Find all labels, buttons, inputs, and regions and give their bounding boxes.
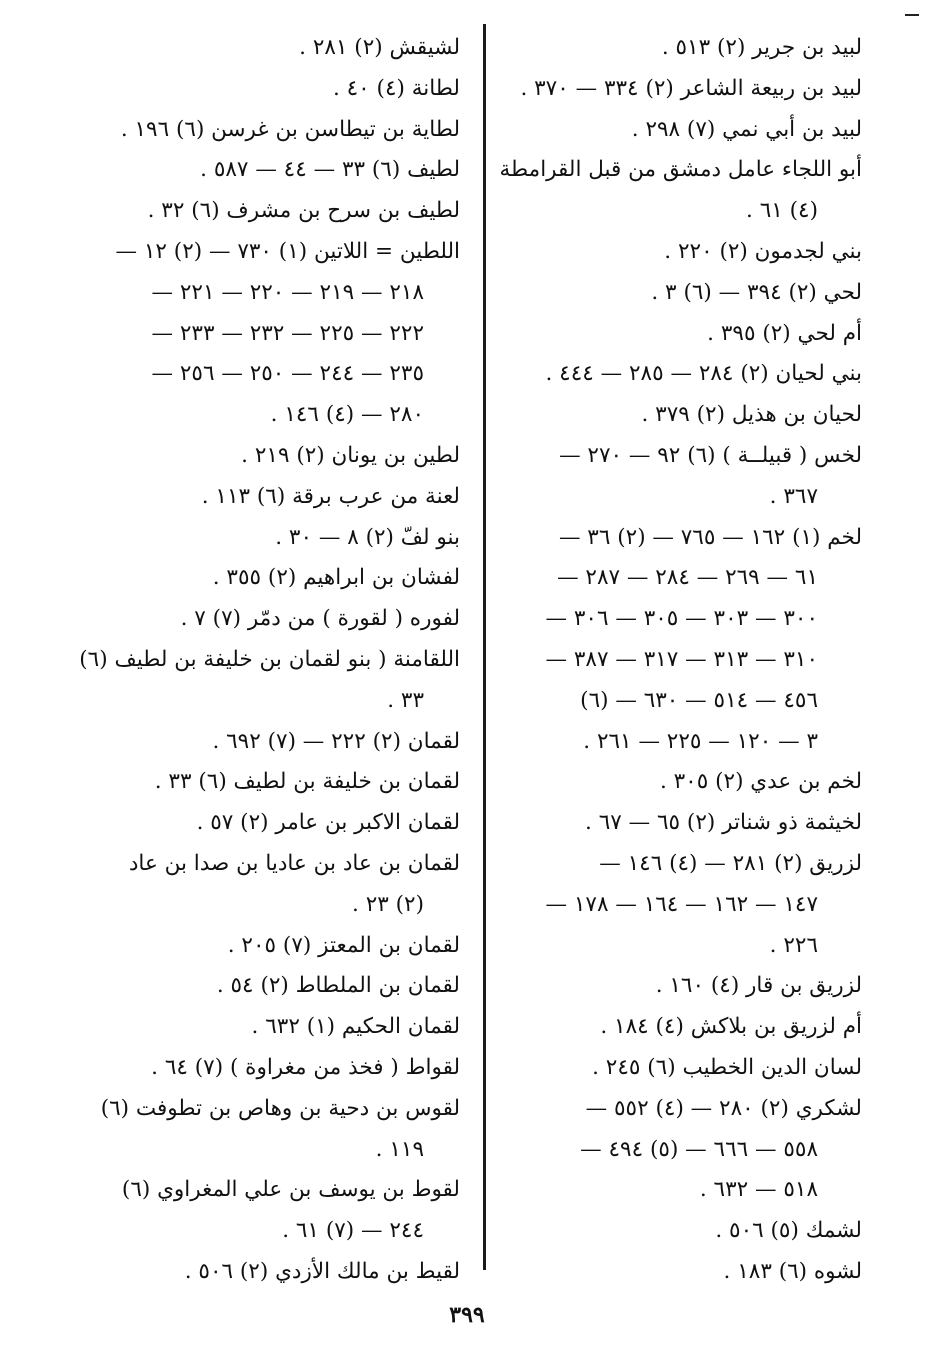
index-entry: لبيد بن أبي نمي (٧) ٢٩٨ . [631, 116, 862, 142]
index-entry: لخم بن عدي (٢) ٣٠٥ . [659, 769, 862, 795]
index-entry-continuation: ٢٣٥ — ٢٤٤ — ٢٥٠ — ٢٥٦ — [151, 361, 424, 387]
index-entry: لشكري (٢) ٢٨٠ — (٤) ٥٥٢ — [585, 1095, 862, 1121]
index-entry: لشمك (٥) ٥٠٦ . [715, 1218, 862, 1244]
index-entry: لزريق بن قار (٤) ١٦٠ . [655, 973, 862, 999]
index-entry: لبيد بن ربيعة الشاعر (٢) ٣٣٤ — ٣٧٠ . [520, 75, 862, 101]
index-entry: لقوط بن يوسف بن علي المغراوي (٦) [121, 1177, 460, 1203]
index-entry: لقيط بن مالك الأزدي (٢) ٥٠٦ . [184, 1258, 460, 1284]
page-number: ٣٩٩ [449, 1302, 485, 1328]
index-entry: لفوره ( لقورة ) من دمّر (٧) ٧ . [180, 606, 460, 632]
top-margin-mark [905, 14, 919, 16]
left-index-column [79, 28, 460, 1293]
index-entry: لطيف (٦) ٣٣ — ٤٤ — ٥٨٧ . [200, 157, 460, 183]
index-entry: بني لجدمون (٢) ٢٢٠ . [664, 238, 862, 264]
index-entry: بني لحيان (٢) ٢٨٤ — ٢٨٥ — ٤٤٤ . [545, 361, 862, 387]
index-entry: أبو اللجاء عامل دمشق من قبل القرامطة [499, 157, 862, 183]
index-entry: لقمان الحكيم (١) ٦٣٢ . [251, 1014, 460, 1040]
index-entry: بنو لفّ (٢) ٨ — ٣٠ . [275, 524, 460, 550]
index-entry-continuation: ٣ — ١٢٠ — ٢٢٥ — ٢٦١ . [583, 728, 818, 754]
index-entry: لطاية بن تيطاسن بن غرسن (٦) ١٩٦ . [120, 116, 460, 142]
index-entry-continuation: ٢٨٠ — (٤) ١٤٦ . [270, 402, 424, 428]
index-entry: لقوس بن دحية بن وهاص بن تطوفت (٦) [100, 1095, 460, 1121]
index-entry-continuation: ٣٠٠ — ٣٠٣ — ٣٠٥ — ٣٠٦ — [545, 606, 818, 632]
index-entry-continuation: ٣٦٧ . [769, 483, 818, 509]
index-entry: لزريق (٢) ٢٨١ — (٤) ١٤٦ — [599, 850, 862, 876]
index-entry: لعنة من عرب برقة (٦) ١١٣ . [201, 483, 460, 509]
right-index-column [500, 28, 862, 1293]
index-entry-continuation: (٤) ٦١ . [746, 198, 818, 224]
index-entry: أم لزريق بن بلاكش (٤) ١٨٤ . [600, 1014, 862, 1040]
index-entry: لقمان بن الملطاط (٢) ٥٤ . [216, 973, 460, 999]
index-entry: لحيان بن هذيل (٢) ٣٧٩ . [641, 402, 862, 428]
index-entry: لحي (٢) ٣٩٤ — (٦) ٣ . [651, 279, 862, 305]
index-entry: لقمان بن عاد بن عاديا بن صدا بن عاد [128, 850, 460, 876]
index-entry-continuation: ١١٩ . [375, 1136, 424, 1162]
index-entry-continuation: ٥١٨ — ٦٣٢ . [699, 1177, 818, 1203]
index-entry-continuation: ٤٥٦ — ٥١٤ — ٦٣٠ — (٦) [580, 687, 818, 713]
index-entry: لقمان بن المعتز (٧) ٢٠٥ . [227, 932, 460, 958]
index-entry: لقمان الاكبر بن عامر (٢) ٥٧ . [196, 810, 460, 836]
index-entry: لقمان (٢) ٢٢٢ — (٧) ٦٩٢ . [212, 728, 460, 754]
index-entry-continuation: ٣٣ . [387, 687, 424, 713]
index-entry: لخس ( قبيلــة ) (٦) ٩٢ — ٢٧٠ — [559, 442, 862, 468]
index-entry: لقواط ( فخذ من مغراوة ) (٧) ٦٤ . [151, 1054, 460, 1080]
column-divider [483, 24, 486, 1270]
index-entry: اللقامنة ( بنو لقمان بن خليفة بن لطيف (٦) [79, 646, 460, 672]
index-entry: لخم (١) ١٦٢ — ٧٦٥ — (٢) ٣٦ — [558, 524, 862, 550]
index-entry-continuation: (٢) ٢٣ . [352, 891, 424, 917]
index-entry: اللطين = اللاتين (١) ٧٣٠ — (٢) ١٢ — [115, 238, 460, 264]
index-entry: أم لحي (٢) ٣٩٥ . [707, 320, 862, 346]
index-entry-continuation: ٢٢٢ — ٢٢٥ — ٢٣٢ — ٢٣٣ — [151, 320, 424, 346]
index-entry-continuation: ٦١ — ٢٦٩ — ٢٨٤ — ٢٨٧ — [557, 565, 818, 591]
index-entry-continuation: ٢٤٤ — (٧) ٦١ . [282, 1218, 424, 1244]
index-entry: لطين بن يونان (٢) ٢١٩ . [241, 442, 460, 468]
index-entry: لخيثمة ذو شناتر (٢) ٦٥ — ٦٧ . [585, 810, 862, 836]
index-entry: لفشان بن ابراهيم (٢) ٣٥٥ . [212, 565, 460, 591]
index-entry-continuation: ١٤٧ — ١٦٢ — ١٦٤ — ١٧٨ — [545, 891, 818, 917]
index-entry: لطانة (٤) ٤٠ . [332, 75, 460, 101]
index-entry-continuation: ٢٢٦ . [769, 932, 818, 958]
index-entry-continuation: ٣١٠ — ٣١٣ — ٣١٧ — ٣٨٧ — [545, 646, 818, 672]
index-entry: لبيد بن جرير (٢) ٥١٣ . [661, 35, 862, 60]
index-entry-continuation: ٥٥٨ — ٦٦٦ — (٥) ٤٩٤ — [580, 1136, 818, 1162]
index-entry: لطيف بن سرح بن مشرف (٦) ٣٢ . [147, 198, 460, 224]
index-entry: لشيقش (٢) ٢٨١ . [299, 35, 460, 60]
index-entry: لشوه (٦) ١٨٣ . [723, 1258, 862, 1284]
index-entry-continuation: ٢١٨ — ٢١٩ — ٢٢٠ — ٢٢١ — [151, 279, 424, 305]
index-entry: لقمان بن خليفة بن لطيف (٦) ٣٣ . [154, 769, 460, 795]
index-entry: لسان الدين الخطيب (٦) ٢٤٥ . [592, 1054, 862, 1080]
